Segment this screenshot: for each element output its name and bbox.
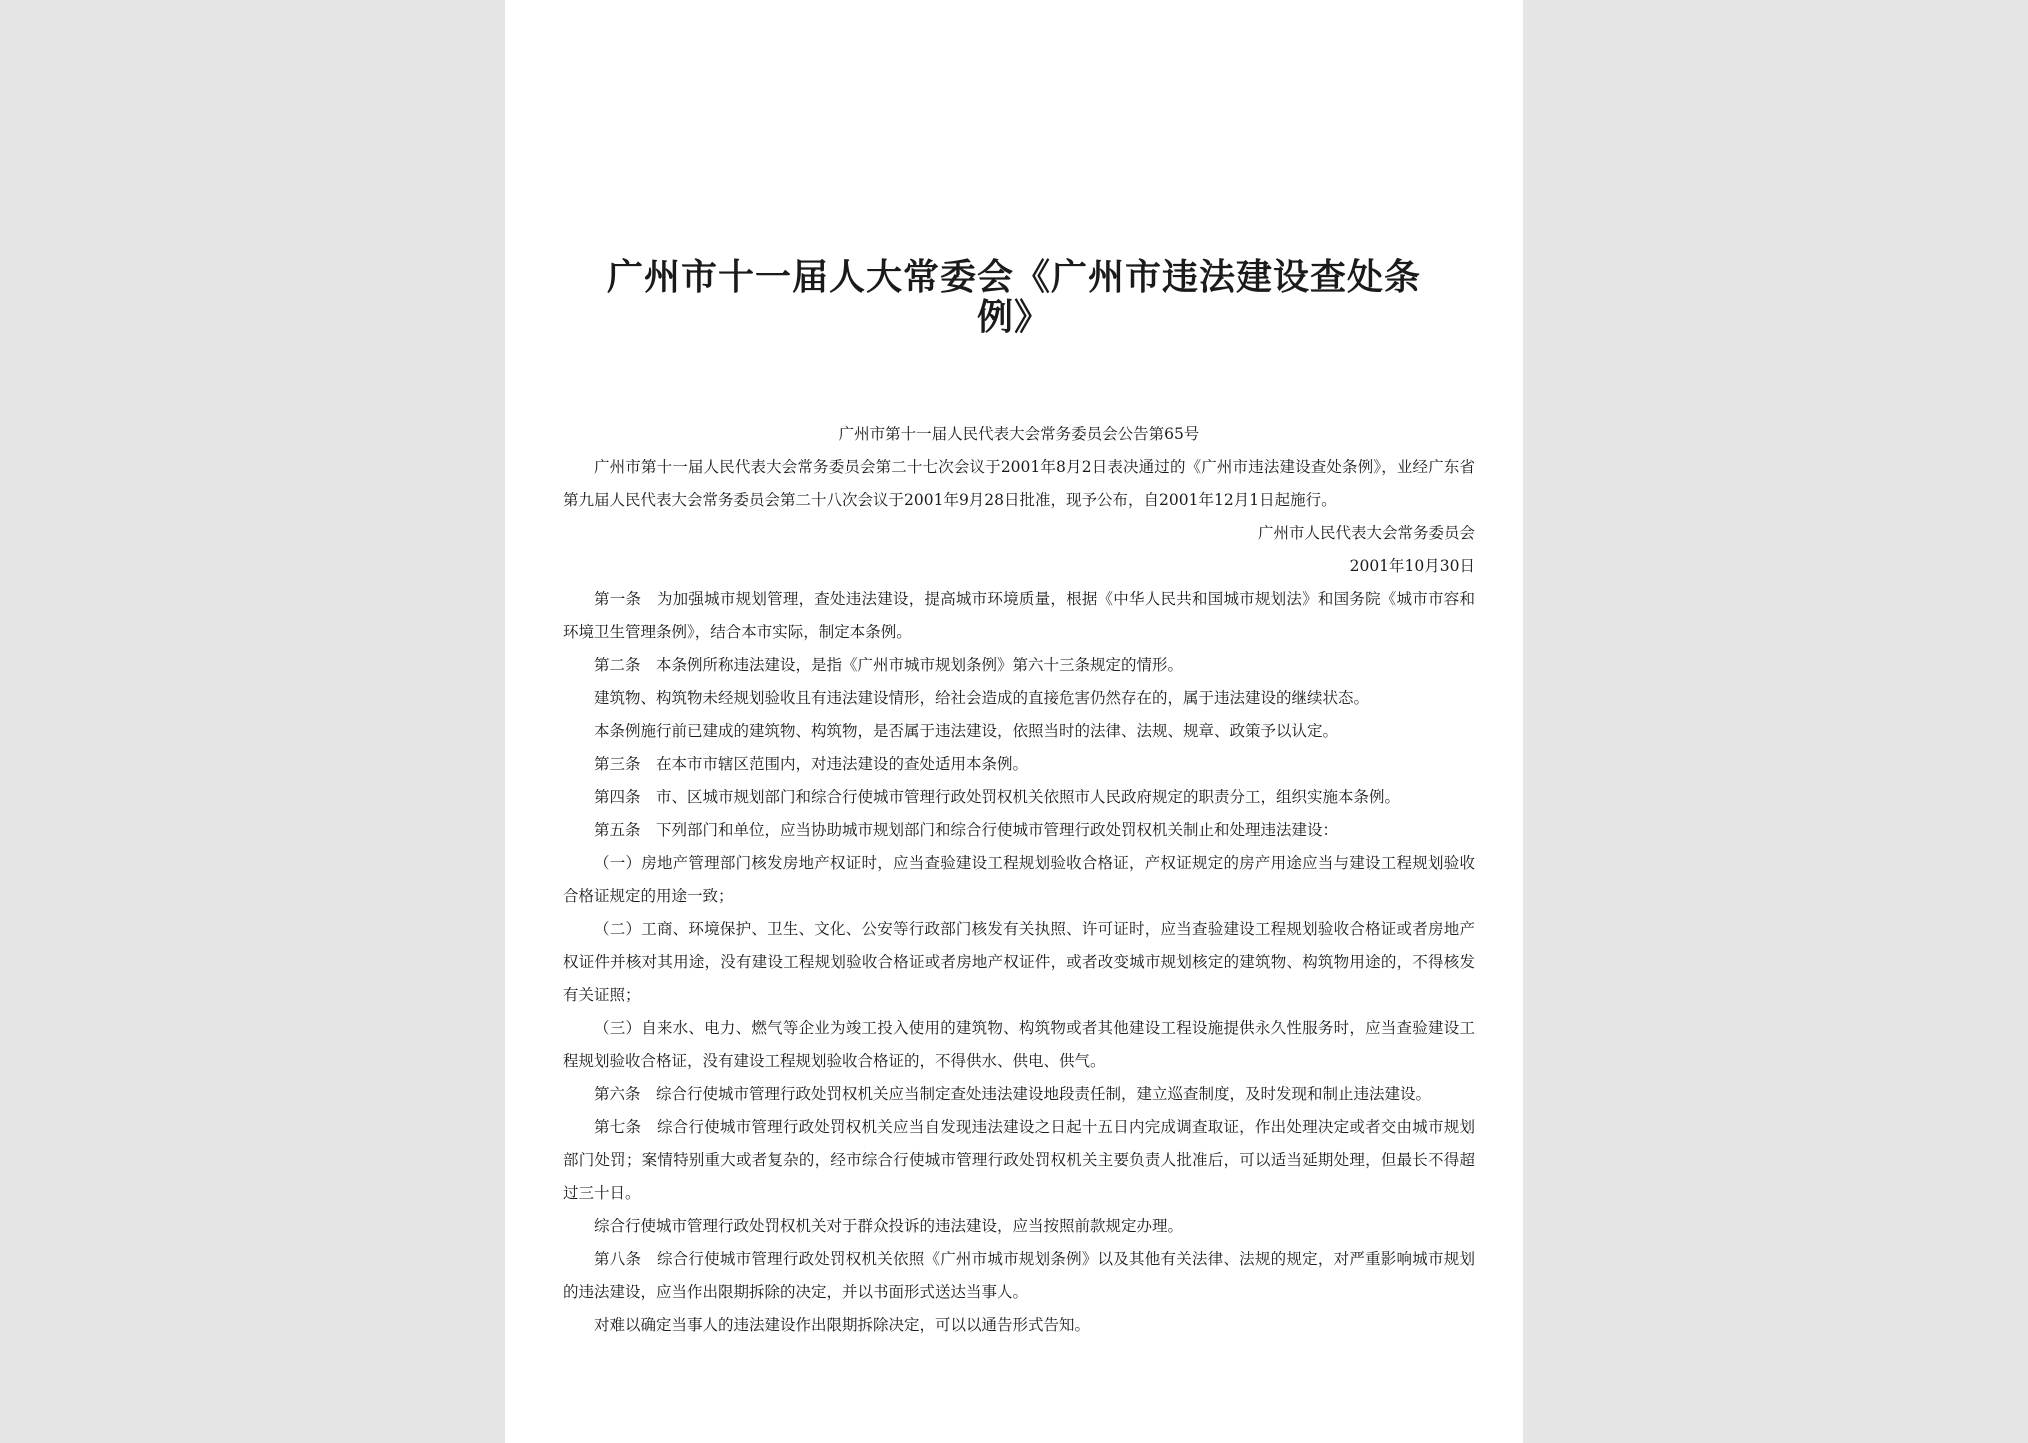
article-paragraph: 建筑物、构筑物未经规划验收且有违法建设情形，给社会造成的直接危害仍然存在的，属于违法建设的继续状态。	[594, 689, 1370, 707]
article-paragraph: 第三条 在本市市辖区范围内，对违法建设的查处适用本条例。	[594, 755, 1029, 773]
article-paragraph: 第一条 为加强城市规划管理，查处违法建设，提高城市环境质量，根据《中华人民共和国城市规划法》和国务院《城市市容和环境卫生管理条例》，结合本市实际，制定本条例。	[563, 590, 1475, 641]
intro-paragraph: 广州市第十一届人民代表大会常务委员会第二十七次会议于2001年8月2日表决通过的《广州市违法建设查处条例》，业经广东省第九届人民代表大会常务委员会第二十八次会议于2001年9月28日批准，现予公布，自2001年12月1日起施行。	[563, 458, 1475, 509]
article-paragraph: 第六条 综合行使城市管理行政处罚权机关应当制定查处违法建设地段责任制，建立巡查制度，及时发现和制止违法建设。	[594, 1085, 1432, 1103]
notice-heading: 广州市第十一届人民代表大会常务委员会公告第65号	[838, 425, 1200, 443]
issuer: 广州市人民代表大会常务委员会	[1257, 524, 1475, 542]
article-paragraph: 第七条 综合行使城市管理行政处罚权机关应当自发现违法建设之日起十五日内完成调查取证，作出处理决定或者交由城市规划部门处罚；案情特别重大或者复杂的，经市综合行使城市管理行政处罚权机关主要负责人批准后，可以适当延期处理，但最长不得超过三十日。	[563, 1118, 1475, 1202]
article-paragraph: 第二条 本条例所称违法建设，是指《广州市城市规划条例》第六十三条规定的情形。	[594, 656, 1184, 674]
article-paragraph: （一）房地产管理部门核发房地产权证时，应当查验建设工程规划验收合格证，产权证规定的房产用途应当与建设工程规划验收合格证规定的用途一致；	[563, 854, 1475, 905]
article-paragraph: 本条例施行前已建成的建筑物、构筑物，是否属于违法建设，依照当时的法律、法规、规章、政策予以认定。	[594, 722, 1339, 740]
document-title: 广州市十一届人大常委会《广州市违法建设查处条例》	[606, 257, 1421, 338]
article-paragraph: 综合行使城市管理行政处罚权机关对于群众投诉的违法建设，应当按照前款规定办理。	[594, 1217, 1184, 1235]
article-paragraph: 第五条 下列部门和单位，应当协助城市规划部门和综合行使城市管理行政处罚权机关制止和处理违法建设：	[594, 821, 1339, 839]
document-page	[505, 0, 1523, 1443]
article-paragraph: 第四条 市、区城市规划部门和综合行使城市管理行政处罚权机关依照市人民政府规定的职责分工，组织实施本条例。	[594, 788, 1401, 806]
article-paragraph: 对难以确定当事人的违法建设作出限期拆除决定，可以以通告形式告知。	[594, 1316, 1091, 1334]
article-paragraph: （二）工商、环境保护、卫生、文化、公安等行政部门核发有关执照、许可证时，应当查验建设工程规划验收合格证或者房地产权证件并核对其用途，没有建设工程规划验收合格证或者房地产权证件，或者改变城市规划核定的建筑物、构筑物用途的，不得核发有关证照；	[563, 920, 1475, 1004]
issue-date: 2001年10月30日	[1349, 557, 1475, 575]
document-body	[563, 418, 1475, 1342]
article-paragraph: （三）自来水、电力、燃气等企业为竣工投入使用的建筑物、构筑物或者其他建设工程设施提供永久性服务时，应当查验建设工程规划验收合格证，没有建设工程规划验收合格证的，不得供水、供电、供气。	[563, 1019, 1475, 1070]
article-paragraph: 第八条 综合行使城市管理行政处罚权机关依照《广州市城市规划条例》以及其他有关法律、法规的规定，对严重影响城市规划的违法建设，应当作出限期拆除的决定，并以书面形式送达当事人。	[563, 1250, 1475, 1301]
